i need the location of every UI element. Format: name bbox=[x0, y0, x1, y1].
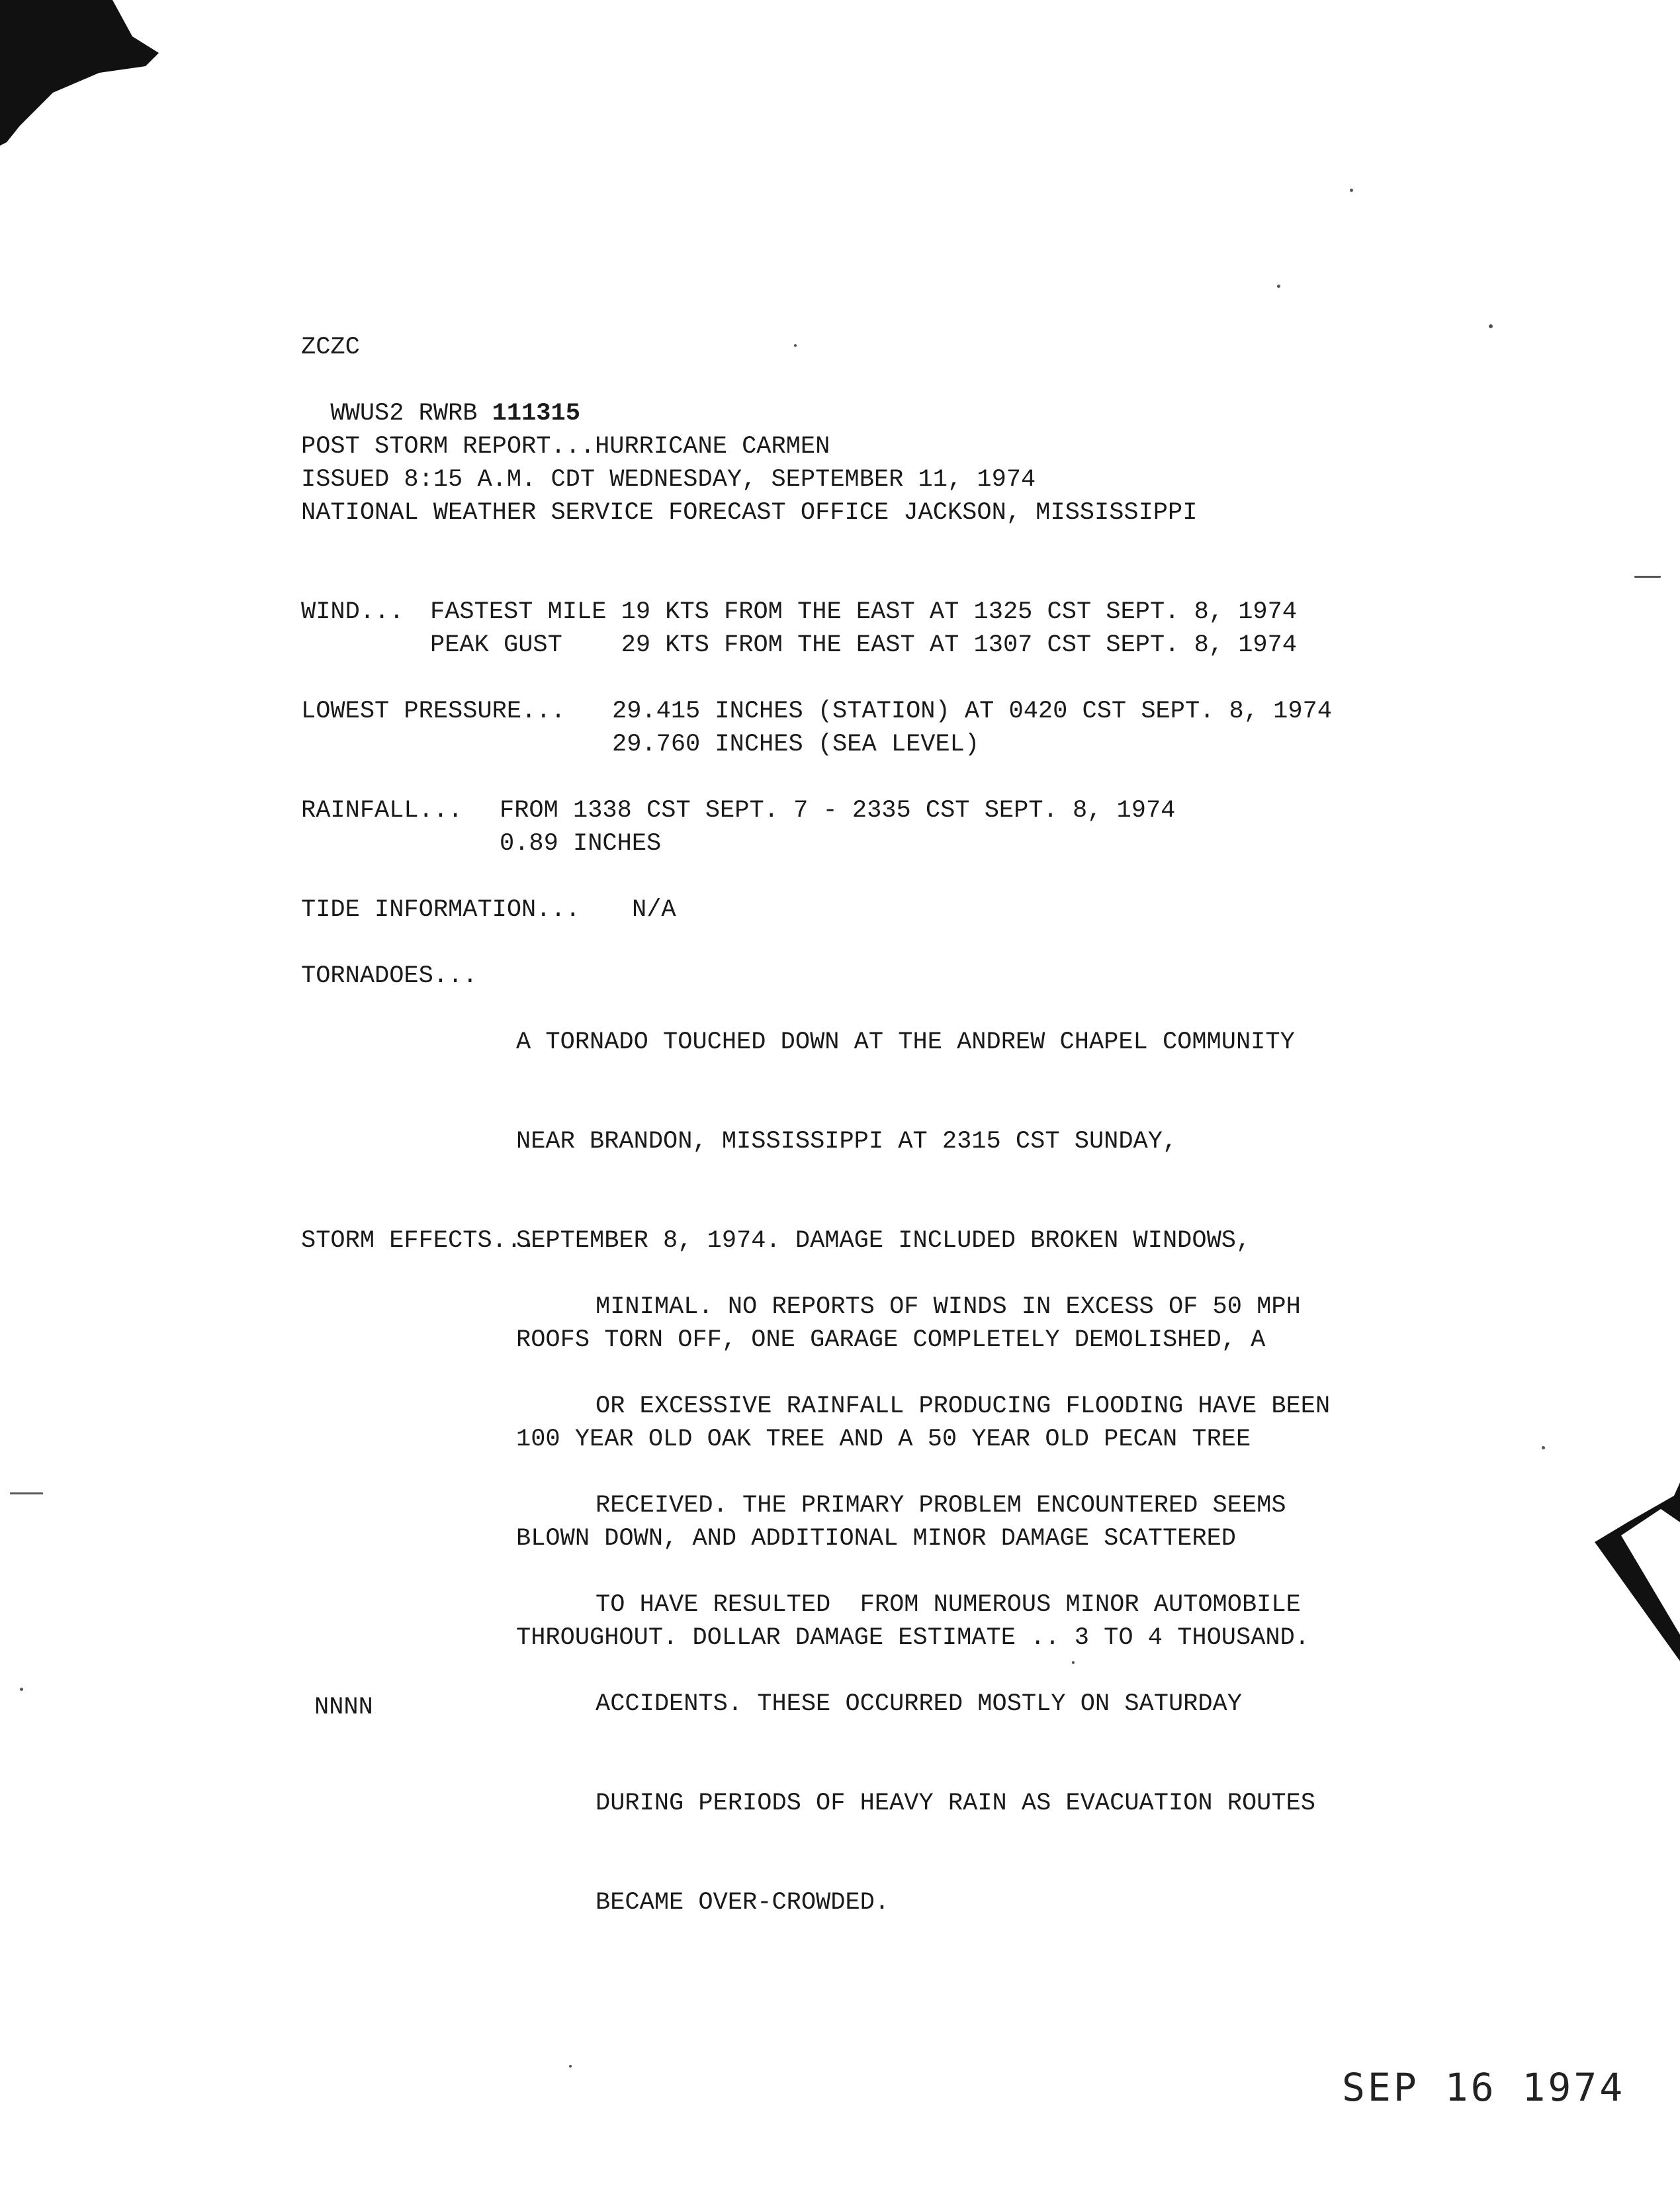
product-identifier-code: 111315 bbox=[492, 400, 580, 428]
tornadoes-line: NEAR BRANDON, MISSISSIPPI AT 2315 CST SUNDAY, bbox=[516, 1128, 1178, 1156]
rainfall-label: RAINFALL... bbox=[301, 797, 478, 825]
wind-fastest-mile: FASTEST MILE 19 KTS FROM THE EAST AT 1325 CST SEPT. 8, 1974 bbox=[430, 598, 1298, 626]
storm-effects-line: ACCIDENTS. THESE OCCURRED MOSTLY ON SATURDAY bbox=[596, 1690, 1242, 1718]
scan-speck bbox=[1542, 1446, 1545, 1449]
tornadoes-line: ROOFS TORN OFF, ONE GARAGE COMPLETELY DEMOLISHED, A bbox=[516, 1326, 1266, 1354]
product-identifier bbox=[301, 364, 580, 430]
tornadoes-line: SEPTEMBER 8, 1974. DAMAGE INCLUDED BROKEN WINDOWS, bbox=[516, 1227, 1251, 1255]
product-identifier-prefix: WWUS2 RWRB bbox=[330, 400, 492, 428]
storm-effects-line: TO HAVE RESULTED FROM NUMEROUS MINOR AUTOMOBILE bbox=[596, 1591, 1301, 1619]
scan-speck bbox=[1350, 189, 1353, 192]
tornadoes-line: 100 YEAR OLD OAK TREE AND A 50 YEAR OLD PECAN TREE bbox=[516, 1426, 1251, 1453]
pressure-station: 29.415 INCHES (STATION) AT 0420 CST SEPT. 8, 1974 bbox=[612, 698, 1332, 725]
scan-speck bbox=[569, 2065, 572, 2068]
tornadoes-line: THROUGHOUT. DOLLAR DAMAGE ESTIMATE .. 3 TO 4 THOUSAND. bbox=[516, 1624, 1309, 1652]
scan-corner-shadow-right bbox=[1581, 1482, 1680, 1688]
scan-speck bbox=[20, 1688, 23, 1691]
wind-label: WIND... bbox=[301, 598, 419, 626]
tornadoes-line: BLOWN DOWN, AND ADDITIONAL MINOR DAMAGE SCATTERED bbox=[516, 1525, 1236, 1553]
pressure-label: LOWEST PRESSURE... bbox=[301, 698, 580, 725]
scan-speck bbox=[794, 344, 797, 347]
scan-speck bbox=[1277, 285, 1280, 288]
scan-speck bbox=[1489, 324, 1493, 328]
tide-label: TIDE INFORMATION... bbox=[301, 896, 596, 924]
tornadoes-line: A TORNADO TOUCHED DOWN AT THE ANDREW CHAPEL COMMUNITY bbox=[516, 1028, 1295, 1056]
storm-effects-line: DURING PERIODS OF HEAVY RAIN AS EVACUATION ROUTES bbox=[596, 1790, 1315, 1817]
storm-effects-body bbox=[596, 1224, 1330, 1952]
transmission-end-marker: NNNN bbox=[314, 1694, 373, 1721]
scan-corner-shadow-top-left bbox=[0, 0, 172, 152]
storm-effects-line: BECAME OVER-CROWDED. bbox=[596, 1889, 890, 1917]
tornadoes-label: TORNADOES... bbox=[301, 962, 492, 990]
transmission-start-code: ZCZC bbox=[301, 334, 360, 361]
received-date-stamp: SEP 16 1974 bbox=[1342, 2065, 1626, 2110]
rainfall-amount: 0.89 INCHES bbox=[500, 830, 662, 858]
report-title: POST STORM REPORT...HURRICANE CARMEN bbox=[301, 433, 830, 461]
rainfall-period: FROM 1338 CST SEPT. 7 - 2335 CST SEPT. 8, 1974 bbox=[500, 797, 1176, 825]
storm-effects-label: STORM EFFECTS... bbox=[301, 1227, 551, 1255]
issuing-office: NATIONAL WEATHER SERVICE FORECAST OFFICE JACKSON, MISSISSIPPI bbox=[301, 499, 1198, 527]
pressure-sea-level: 29.760 INCHES (SEA LEVEL) bbox=[612, 731, 980, 758]
tide-value: N/A bbox=[632, 896, 676, 924]
issue-datetime: ISSUED 8:15 A.M. CDT WEDNESDAY, SEPTEMBER 11, 1974 bbox=[301, 466, 1036, 494]
scan-speck bbox=[1634, 576, 1661, 578]
scan-speck bbox=[10, 1492, 43, 1494]
storm-effects-line: OR EXCESSIVE RAINFALL PRODUCING FLOODING HAVE BEEN bbox=[596, 1392, 1331, 1420]
storm-effects-line: MINIMAL. NO REPORTS OF WINDS IN EXCESS OF 50 MPH bbox=[596, 1293, 1301, 1321]
storm-effects-line: RECEIVED. THE PRIMARY PROBLEM ENCOUNTERED SEEMS bbox=[596, 1492, 1286, 1520]
wind-peak-gust: PEAK GUST 29 KTS FROM THE EAST AT 1307 CST SEPT. 8, 1974 bbox=[430, 631, 1298, 659]
